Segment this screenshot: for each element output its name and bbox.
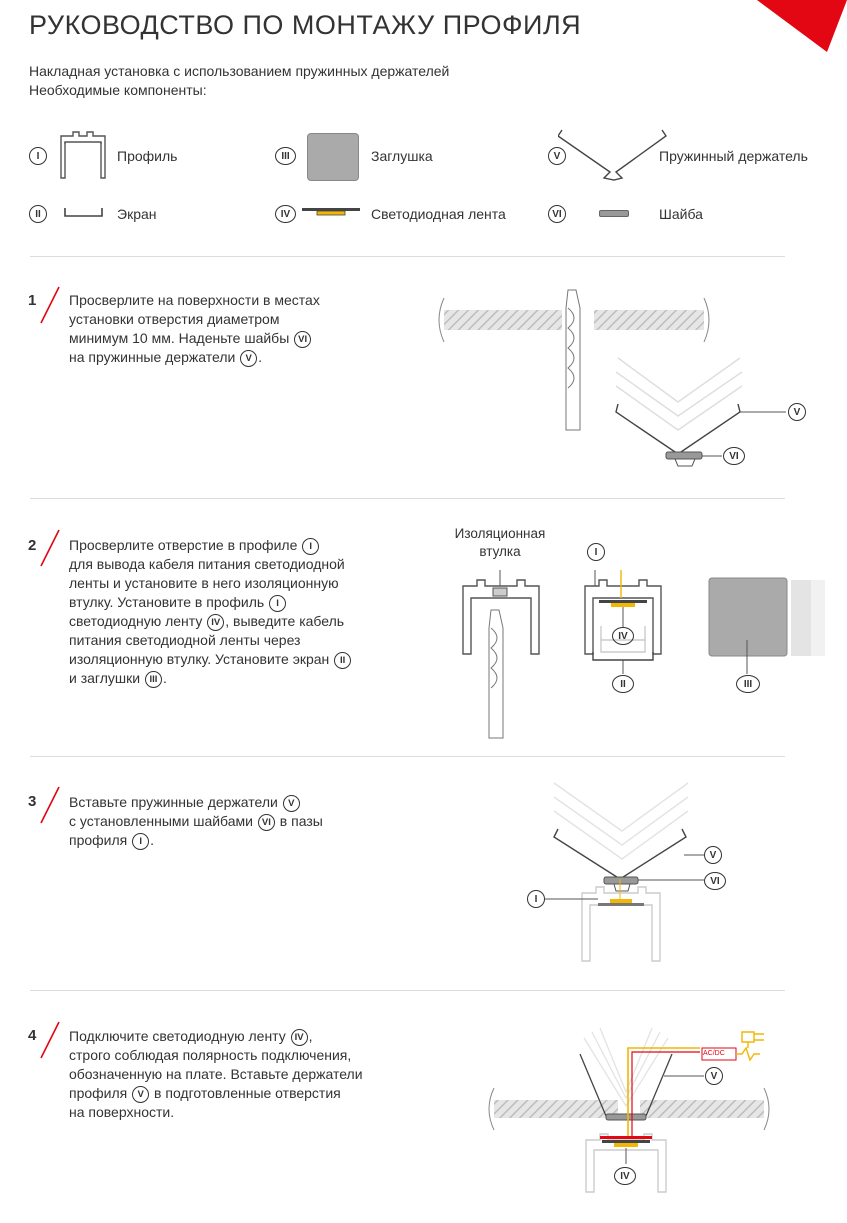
step-2-line: изоляционную втулку. Установите экран [69, 651, 330, 667]
callout-v: V [704, 846, 722, 864]
intro-line-1: Накладная установка с использованием пружинных держателей [29, 63, 450, 79]
profile-icon [57, 130, 109, 182]
step-2-line: и заглушки [69, 670, 141, 686]
step-4-line: , [308, 1028, 313, 1044]
step-1-line: минимум 10 мм. Наденьте шайбы [69, 330, 290, 346]
component-label-profile: Профиль [117, 148, 178, 164]
diffuser-icon [64, 206, 104, 220]
step-4-line: строго соблюдая полярность подключения, [69, 1047, 352, 1063]
step-3-line: в пазы [279, 813, 323, 829]
washer-icon [599, 210, 629, 217]
step-3-end: . [150, 832, 155, 848]
divider [30, 256, 785, 257]
component-label-end-cap: Заглушка [371, 148, 433, 164]
intro-line-2: Необходимые компоненты: [29, 82, 207, 98]
led-strip-icon [300, 206, 362, 220]
step-4-line: на поверхности. [69, 1104, 175, 1120]
callout-iv: IV [612, 627, 634, 645]
ref-vi: VI [258, 814, 275, 831]
step-2-number: 2 [28, 537, 37, 554]
ref-vi: VI [294, 331, 311, 348]
divider [30, 498, 785, 499]
step-2-line: ленты и установите в него изоляционную [69, 575, 339, 591]
step-4-line: Подключите светодиодную ленту [69, 1028, 286, 1044]
component-num-iv: IV [275, 205, 296, 223]
component-label-diffuser: Экран [117, 206, 157, 222]
end-cap-icon [307, 133, 359, 181]
component-num-v: V [548, 147, 566, 165]
insulating-sleeve-label-line: Изоляционная [454, 526, 546, 541]
step-3-text [69, 793, 389, 850]
step-2-line: питания светодиодной ленты через [69, 632, 301, 648]
ref-iv: IV [207, 614, 224, 631]
ref-iii: III [145, 671, 162, 688]
step-2-text [69, 536, 409, 688]
step-2-end: . [162, 670, 167, 686]
step-1-line: Просверлите на поверхности в местах [69, 292, 320, 308]
ref-i: I [302, 538, 319, 555]
step-2-line: для вывода кабеля питания светодиодной [69, 556, 345, 572]
step-2-line: втулку. Установите в профиль [69, 594, 265, 610]
step-4-line: обозначенную на плате. Вставьте держатели [69, 1066, 363, 1082]
step-1-line: установки отверстия диаметром [69, 311, 280, 327]
power-supply-label: AC/DC [703, 1050, 725, 1057]
callout-v: V [705, 1067, 723, 1085]
callout-i: I [587, 543, 605, 561]
callout-iii: III [736, 675, 760, 693]
divider [30, 756, 785, 757]
step-1-end: . [258, 349, 263, 365]
component-num-iii: III [275, 147, 296, 165]
step-4-line: профиля [69, 1085, 128, 1101]
step-slash-icon [37, 785, 67, 825]
step-3-line: с установленными шайбами [69, 813, 253, 829]
step-4-line: в подготовленные отверстия [154, 1085, 341, 1101]
intro [29, 62, 449, 100]
component-label-led-strip: Светодиодная лента [371, 206, 506, 222]
ref-i: I [132, 833, 149, 850]
step-3-number: 3 [28, 793, 37, 810]
spring-holder-icon [558, 128, 668, 184]
step-2-line: светодиодную ленту [69, 613, 203, 629]
ref-i: I [269, 595, 286, 612]
callout-iv: IV [614, 1167, 636, 1185]
ref-v: V [283, 795, 300, 812]
ref-v: V [132, 1086, 149, 1103]
component-num-i: I [29, 147, 47, 165]
step-1-number: 1 [28, 292, 37, 309]
insulating-sleeve-label-line: втулка [479, 544, 521, 559]
step-1-text [69, 291, 399, 367]
callout-ii: II [612, 675, 634, 693]
insulating-sleeve-label [440, 525, 560, 561]
step-3-line: Вставьте пружинные держатели [69, 794, 278, 810]
step-2-illustration [455, 570, 835, 745]
component-label-spring-holder: Пружинный держатель [659, 148, 808, 164]
component-label-washer: Шайба [659, 206, 703, 222]
divider [30, 990, 785, 991]
callout-vi: VI [704, 872, 726, 890]
step-slash-icon [37, 285, 67, 325]
step-4-text [69, 1027, 419, 1122]
step-3-illustration [520, 775, 720, 965]
ref-iv: IV [291, 1029, 308, 1046]
component-num-ii: II [29, 205, 47, 223]
ref-ii: II [334, 652, 351, 669]
step-1-illustration [430, 288, 815, 488]
page-title: РУКОВОДСТВО ПО МОНТАЖУ ПРОФИЛЯ [29, 10, 582, 40]
step-4-number: 4 [28, 1027, 37, 1044]
step-slash-icon [37, 528, 67, 568]
component-num-vi: VI [548, 205, 566, 223]
step-1-line: на пружинные держатели [69, 349, 236, 365]
step-3-line: профиля [69, 832, 128, 848]
callout-v: V [788, 403, 806, 421]
callout-vi: VI [723, 447, 745, 465]
callout-i: I [527, 890, 545, 908]
step-slash-icon [37, 1020, 67, 1060]
step-2-line: , выведите кабель [225, 613, 345, 629]
ref-v: V [240, 350, 257, 367]
brand-corner-icon [757, 0, 847, 52]
step-2-line: Просверлите отверстие в профиле [69, 537, 298, 553]
